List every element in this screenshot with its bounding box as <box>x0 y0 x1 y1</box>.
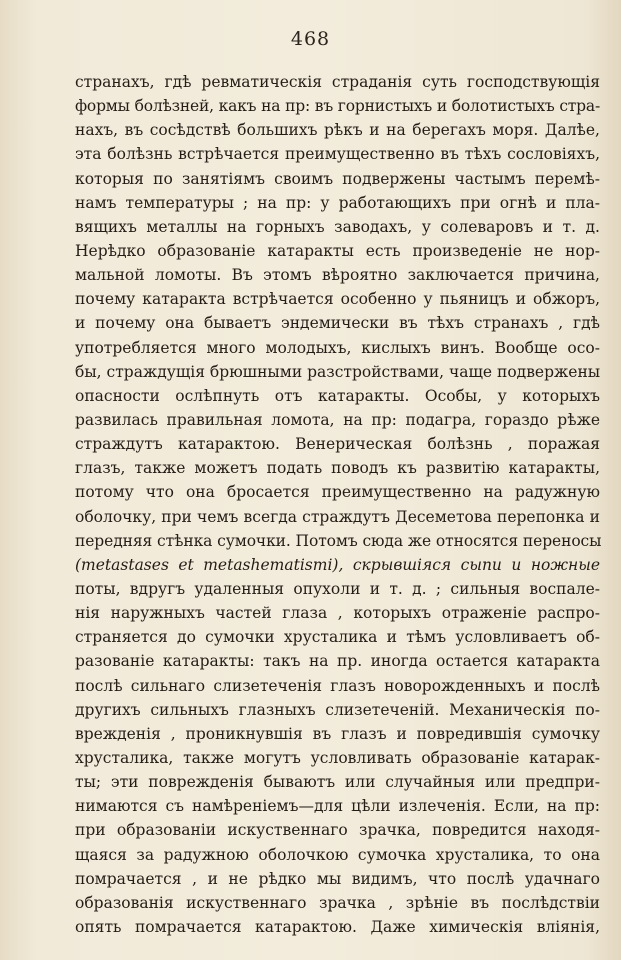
text-line: нія наружныхъ частей глаза , которыхъ отраженіе распро- <box>75 604 600 623</box>
text-line: щаяся за радужною оболочкою сумочка хрусталика, то она <box>75 845 600 864</box>
text-line: и почему она бываетъ эндемически въ тѣхъ странахъ , гдѣ <box>75 314 600 333</box>
text-line: образованія искуственнаго зрачка , зрѣніе въ послѣдствіи <box>75 893 600 912</box>
text-line: опасности ослѣпнуть отъ катаракты. Особы, у которыхъ <box>75 386 600 405</box>
text-line: передняя стѣнка сумочки. Потомъ сюда же относятся переносы <box>75 531 602 550</box>
text-line: которыя по занятіямъ своимъ подвержены частымъ перемѣ- <box>75 169 600 188</box>
text-line: нимаются съ намѣреніемъ—для цѣли излеченія. Если, на пр: <box>75 797 600 816</box>
text-line: хрусталика, также могутъ условливать образованіе катарак- <box>75 748 600 767</box>
text-line: послѣ сильнаго слизетеченія глазъ новорожденныхъ и послѣ <box>75 676 600 695</box>
text-line: формы болѣзней, какъ на пр: въ горнистыхъ и болотистыхъ стра- <box>75 97 600 116</box>
text-line: вящихъ металлы на горныхъ заводахъ, у солеваровъ и т. д. <box>75 217 600 236</box>
text-line: помрачается , и не рѣдко мы видимъ, что послѣ удачнаго <box>75 869 600 888</box>
text-line: почему катаракта встрѣчается особенно у пьяницъ и обжоръ, <box>75 290 600 309</box>
text-line: оболочку, при чемъ всегда страждутъ Десеметова перепонка и <box>75 507 600 526</box>
text-line: врежденія , проникнувшія въ глазъ и повредившія сумочку <box>75 724 600 743</box>
text-line: при образованіи искуственнаго зрачка, повредится находя- <box>75 821 600 840</box>
text-line: глазъ, также можетъ подать поводъ къ развитію катаракты, <box>75 459 600 478</box>
text-line: мальной ломоты. Въ этомъ вѣроятно заключается причина, <box>75 266 600 285</box>
text-line: страждутъ катарактою. Венерическая болѣзнь , поражая <box>75 435 600 454</box>
text-line: намъ температуры ; на пр: у работающихъ при огнѣ и пла- <box>75 193 600 212</box>
text-line: разованіе катаракты: такъ на пр. иногда остается катаракта <box>75 652 600 671</box>
text-line: поты, вдругъ удаленныя опухоли и т. д. ; сильныя воспале- <box>75 579 600 598</box>
text-line: страняется до сумочки хрусталика и тѣмъ условливаетъ об- <box>75 628 600 647</box>
text-line: странахъ, гдѣ ревматическія страданія суть господствующія <box>75 73 600 91</box>
body-text <box>75 70 600 939</box>
text-line: эта болѣзнь встрѣчается преимущественно въ тѣхъ сословіяхъ, <box>75 145 600 164</box>
text-line: нахъ, въ сосѣдствѣ большихъ рѣкъ и на берегахъ моря. Далѣе, <box>75 121 600 140</box>
text-line: ты; эти поврежденія бываютъ или случайныя или предпри- <box>75 773 600 792</box>
text-line: потому что она бросается преимущественно на радужную <box>75 483 600 502</box>
text-line: бы, страждущія брюшными разстройствами, чаще подвержены <box>75 362 601 381</box>
text-line: развилась правильная ломота, на пр: подагра, гораздо рѣже <box>75 410 600 429</box>
page-number: 468 <box>290 28 331 50</box>
text-line: употребляется много молодыхъ, кислыхъ винъ. Вообще осо- <box>75 338 600 357</box>
text-line-latin: (metastases et metashematismi), скрывшіяся сыпи и ножные <box>75 555 600 574</box>
text-line: Нерѣдко образованіе катаракты есть произведеніе не нор- <box>75 241 600 260</box>
text-line: другихъ сильныхъ глазныхъ слизетеченій. Механическія по- <box>75 700 600 719</box>
text-line: опять помрачается катарактою. Даже химическія вліянія, <box>75 917 600 936</box>
